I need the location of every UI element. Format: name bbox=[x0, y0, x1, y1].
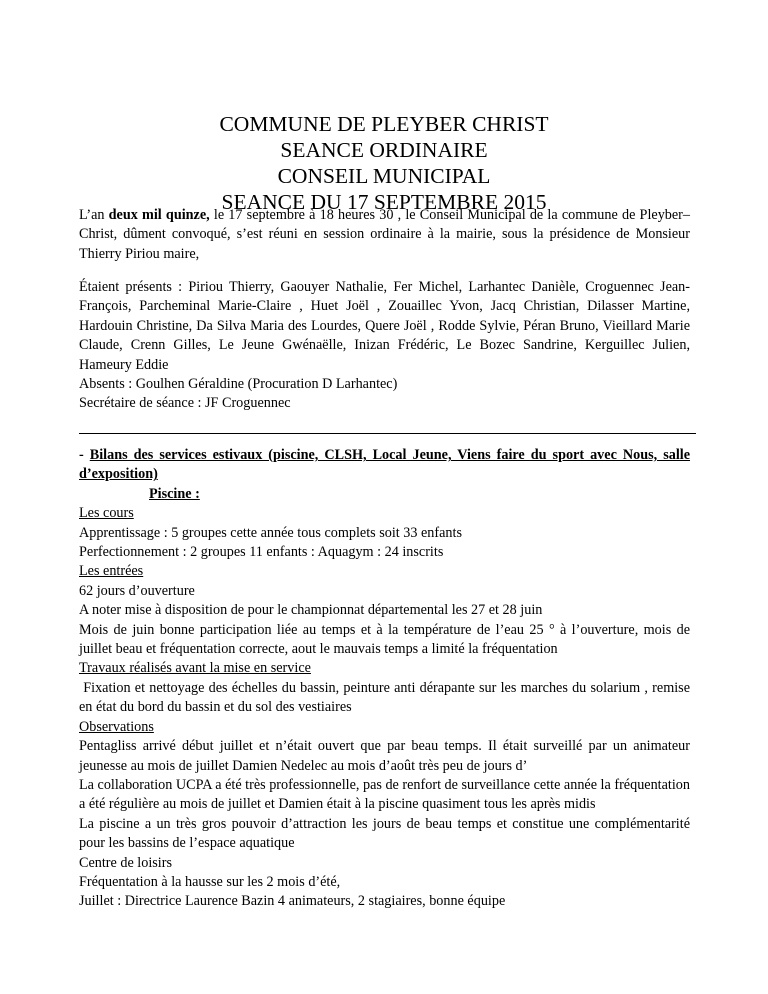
title-line-commune: COMMUNE DE PLEYBER CHRIST bbox=[219, 112, 549, 136]
attendance-block bbox=[79, 278, 690, 414]
heading-dash: - bbox=[79, 447, 90, 463]
cours-heading-row bbox=[79, 504, 690, 523]
jours-line: 62 jours d’ouverture bbox=[79, 582, 195, 599]
intro-prefix: L’an bbox=[79, 207, 109, 223]
perfectionnement-line: Perfectionnement : 2 groupes 11 enfants : Aquagym : 24 inscrits bbox=[79, 544, 444, 561]
intro-paragraph bbox=[79, 206, 690, 264]
travaux-paragraph: Fixation et nettoyage des échelles du bassin, peinture anti dérapante sur les marches du solarium , remise en état du bord du bassin et du sol des vestiaires bbox=[79, 679, 694, 716]
travaux-heading-row bbox=[79, 659, 690, 678]
title-line-date: SEANCE DU 17 SEPTEMBRE 2015 bbox=[221, 190, 547, 214]
title-line-seance-ordinaire: SEANCE ORDINAIRE bbox=[280, 138, 488, 162]
piscine-heading: Piscine : bbox=[149, 485, 200, 502]
title-line-conseil: CONSEIL MUNICIPAL bbox=[277, 164, 491, 188]
championnat-line: A noter mise à disposition de pour le championnat départemental les 27 et 28 juin bbox=[79, 602, 543, 619]
entrees-heading-row bbox=[79, 562, 690, 581]
entrees-heading: Les entrées bbox=[79, 563, 144, 580]
observations-heading: Observations bbox=[79, 718, 154, 735]
observations-heading-row bbox=[79, 718, 690, 737]
attraction-paragraph: La piscine a un très gros pouvoir d’attraction les jours de beau temps et constitue une complémentarité pour les bassins de l’espace aquatique bbox=[79, 815, 690, 852]
centre-loisirs-line: Centre de loisirs bbox=[79, 854, 172, 871]
juillet-line: Juillet : Directrice Laurence Bazin 4 animateurs, 2 stagiaires, bonne équipe bbox=[79, 893, 506, 910]
pentagliss-paragraph: Pentagliss arrivé début juillet et n’était ouvert que par beau temps. Il était surveillé par un animateur jeunesse au mois de juillet Damien Nedelec au mois d’août très peu de jours d’ bbox=[79, 738, 690, 774]
document-title bbox=[0, 111, 768, 215]
piscine-heading-row bbox=[79, 485, 690, 504]
mois-juin-paragraph: Mois de juin bonne participation liée au temps et à la température de l’eau 25 ° à l’ouverture, mois de juillet beau et fréquentation correcte, aout le mauvais temps a limité la fréquentation bbox=[79, 621, 690, 658]
cours-heading: Les cours bbox=[79, 505, 134, 522]
apprentissage-line: Apprentissage : 5 groupes cette année tous complets soit 33 enfants bbox=[79, 524, 462, 541]
intro-year: deux mil quinze, bbox=[108, 207, 210, 223]
frequentation-line: Fréquentation à la hausse sur les 2 mois d’été, bbox=[79, 873, 341, 890]
section-heading bbox=[79, 446, 690, 485]
section-divider bbox=[79, 433, 696, 434]
secretary: Secrétaire de séance : JF Croguennec bbox=[79, 395, 291, 412]
summer-services-section bbox=[79, 446, 694, 912]
intro-text: le 17 septembre à 18 heures 30 , le Conseil Municipal de la commune de Pleyber–Christ, dûment convoqué, s’est réuni en session ordinaire à la mairie, sous la présidence de Monsieur Thierry Piriou maire, bbox=[79, 207, 690, 262]
section-heading-text: Bilans des services estivaux (piscine, CLSH, Local Jeune, Viens faire du sport avec Nous, salle d’exposition) bbox=[79, 447, 690, 483]
ucpa-paragraph: La collaboration UCPA a été très professionnelle, pas de renfort de surveillance cette année la fréquentation a été régulière au mois de juillet et Damien était à la piscine quasiment tous les après midis bbox=[79, 776, 690, 813]
absent-members: Absents : Goulhen Géraldine (Procuration D Larhantec) bbox=[79, 376, 398, 393]
present-members: Étaient présents : Piriou Thierry, Gaouyer Nathalie, Fer Michel, Larhantec Danièle, Croguennec Jean- François, Parcheminal Marie-Claire , Huet Joël , Zouaillec Yvon, Jacq Christian, Dilasser Martine, Hardouin Christine, Da Silva Maria des Lourdes, Quere Joël , Rodde Sylvie, Péran Bruno, Vieillard Marie Claude, Crenn Gilles, Le Jeune Gwénaëlle, Inizan Frédéric, Le Bozec Sandrine, Kerguillec Julien, Hameury Eddie bbox=[79, 279, 690, 373]
travaux-heading: Travaux réalisés avant la mise en service bbox=[79, 660, 311, 677]
